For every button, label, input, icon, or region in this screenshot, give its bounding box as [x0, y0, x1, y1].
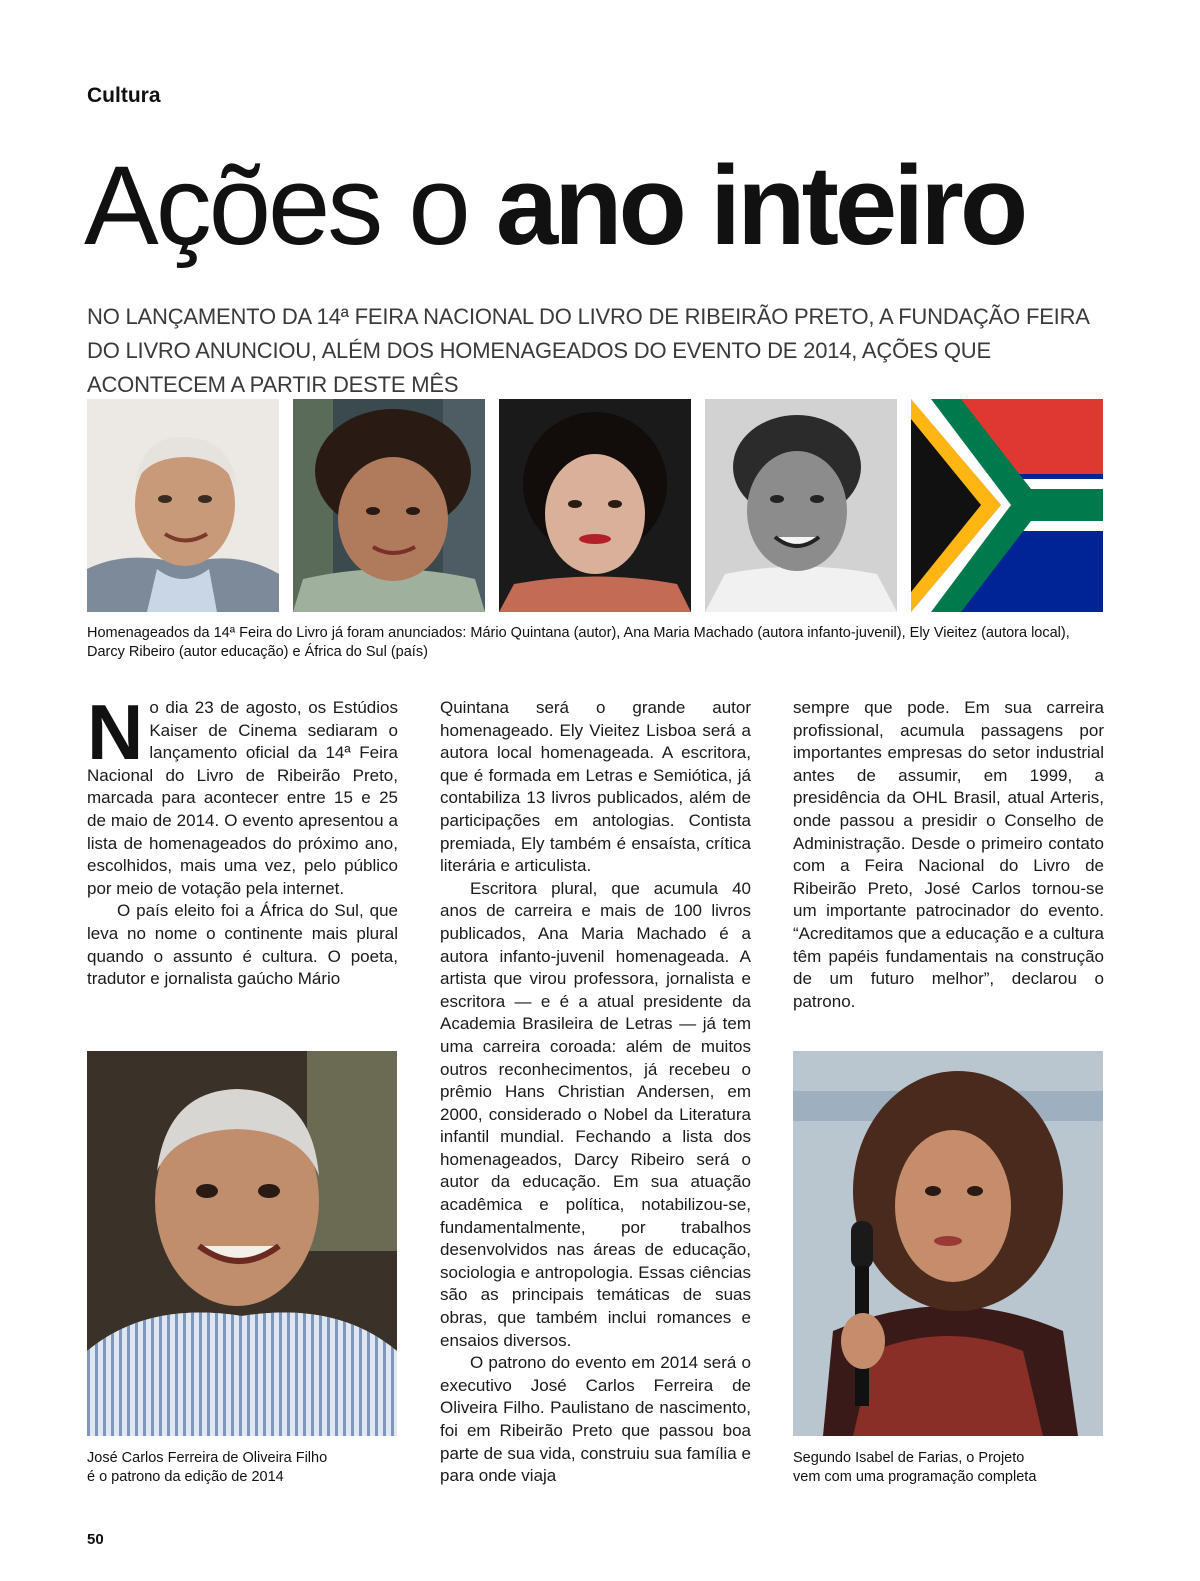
isabel-caption-line-1: Segundo Isabel de Farias, o Projeto — [793, 1450, 1025, 1466]
patron-caption-line-1: José Carlos Ferreira de Oliveira Filho — [87, 1450, 328, 1466]
photo-honoree-1 — [87, 399, 279, 612]
article-column-1 — [87, 688, 398, 991]
photo-honoree-4 — [705, 399, 897, 612]
photo-south-africa-flag — [911, 399, 1103, 612]
article-paragraph: O patrono do evento em 2014 será o executivo José Carlos Ferreira de Oliveira Filho. Paulistano de nascimento, foi em Ribeirão Preto que passou boa parte de sua vida, construiu sua família e para onde viaja — [440, 1353, 751, 1486]
patron-caption-line-2: é o patrono da edição de 2014 — [87, 1469, 284, 1485]
photo-honoree-2 — [293, 399, 485, 612]
isabel-caption — [793, 1449, 1113, 1487]
page-number: 50 — [87, 1531, 104, 1548]
patron-caption — [87, 1449, 407, 1487]
section-label: Cultura — [87, 84, 161, 107]
article-paragraph: Quintana será o grande autor homenageado. Ely Vieitez Lisboa será a autora local homenageada. A escritora, que é formada em Letras e Semiótica, já contabiliza 13 livros publicados, além de participações em antologias. Contista premiada, Ely também é ensaísta, crítica literária e articulista. — [440, 698, 751, 876]
isabel-caption-line-2: vem com uma programação completa — [793, 1469, 1037, 1485]
photo-honoree-3 — [499, 399, 691, 612]
headline-light: Ações o — [84, 143, 496, 268]
subtitle: NO LANÇAMENTO DA 14ª FEIRA NACIONAL DO LIVRO DE RIBEIRÃO PRETO, A FUNDAÇÃO FEIRA DO LIVRO ANUNCIOU, ALÉM DOS HOMENAGEADOS DO EVENTO DE 2014, AÇÕES QUE ACONTECEM A PARTIR DESTE MÊS — [87, 304, 1089, 397]
honorees-caption: Homenageados da 14ª Feira do Livro já foram anunciados: Mário Quintana (autor), Ana Maria Machado (autora infanto-juvenil), Ely Vieitez (autora local), Darcy Ribeiro (autor educação) e África do Sul (país) — [87, 625, 1070, 660]
article-paragraph: sempre que pode. Em sua carreira profissional, acumula passagens por importantes empresas do setor industrial antes de assumir, em 1999, a presidência da OHL Brasil, atual Arteris, onde passou a presidir o Conselho de Administração. Desde o primeiro contato com a Feira Nacional do Livro de Ribeirão Preto, José Carlos tornou-se um importante patrocinador do evento. “Acreditamos que a educação e a cultura têm papéis fundamentais na construção de um futuro melhor”, declarou o patrono. — [793, 698, 1104, 1011]
article-column-2 — [440, 697, 751, 1488]
headline — [84, 143, 1114, 268]
photo-isabel-de-farias — [793, 1051, 1103, 1436]
article-paragraph: O país eleito foi a África do Sul, que leva no nome o continente mais plural quando o assunto é cultura. O poeta, tradutor e jornalista gaúcho Mário — [87, 901, 398, 989]
headline-bold: ano inteiro — [495, 143, 1025, 268]
honorees-photo-strip — [87, 399, 1103, 612]
photo-patron — [87, 1051, 397, 1436]
article-paragraph: No dia 23 de agosto, os Estúdios Kaiser de Cinema sediaram o lançamento oficial da 14ª Feira Nacional do Livro de Ribeirão Preto, marcada para acontecer entre 15 e 25 de maio de 2014. O evento apresentou a lista de homenageados do próximo ano, escolhidos, mais uma vez, pelo público por meio de votação pela internet. — [87, 688, 398, 898]
article-column-3 — [793, 697, 1104, 1013]
article-paragraph: Escritora plural, que acumula 40 anos de carreira e mais de 100 livros publicados, Ana Maria Machado é a autora infanto-juvenil homenageada. A artista que virou professora, jornalista e escritora — e é a atual presidente da Academia Brasileira de Letras — já tem uma carreira coroada: além de muitos outros reconhecimentos, já recebeu o prêmio Hans Christian Andersen, em 2000, considerado o Nobel da Literatura infantil mundial. Fechando a lista dos homenageados, Darcy Ribeiro será o autor da educação. Em sua atuação acadêmica e política, notabilizou-se, fundamentalmente, por trabalhos desenvolvidos nas áreas de educação, sociologia e antropologia. Essas ciências são as principais temáticas de suas obras, que também inclui romances e ensaios diversos. — [440, 878, 751, 1350]
dropcap: N — [87, 688, 144, 776]
